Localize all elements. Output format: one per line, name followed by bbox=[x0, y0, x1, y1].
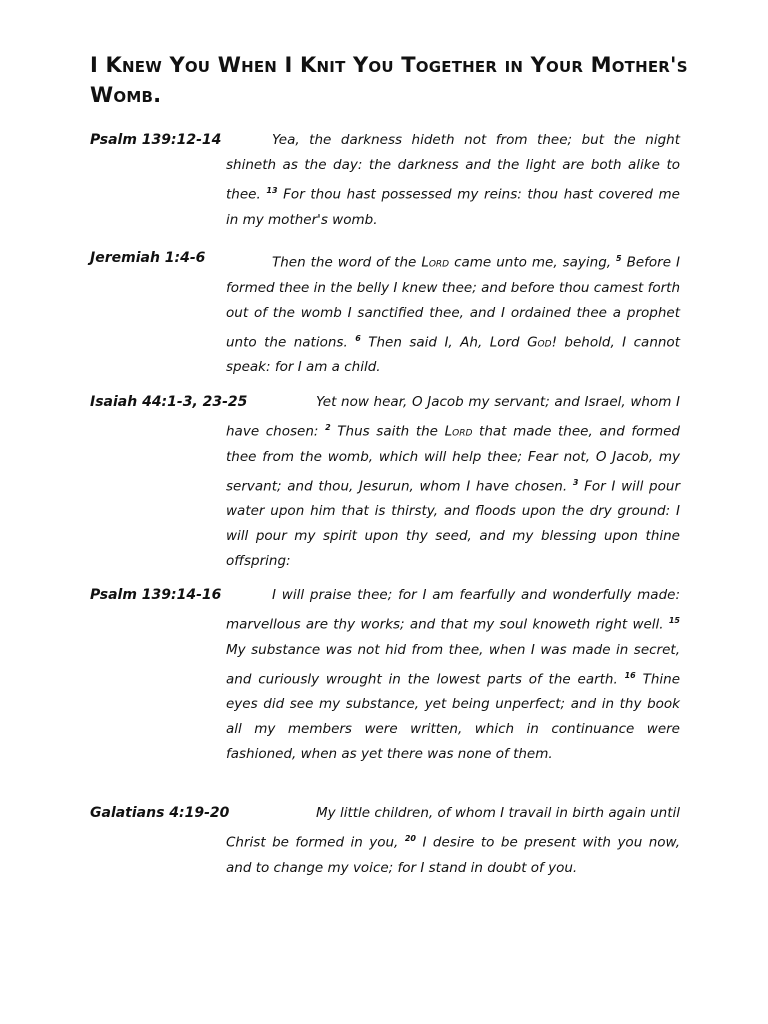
verse-text: came unto me, saying, bbox=[449, 254, 617, 271]
passage-text bbox=[226, 246, 680, 380]
divine-name: God bbox=[527, 334, 552, 350]
verse-text: My little children, of whom I travail in birth again until Christ be formed in you, bbox=[226, 805, 680, 851]
verse-number: 6 bbox=[355, 333, 361, 343]
verse-number: 20 bbox=[404, 834, 416, 843]
verse-text: Yet now hear, O Jacob my servant; and Israel, whom I have chosen: bbox=[226, 394, 680, 440]
passage-reference: Psalm 139:14-16 bbox=[90, 587, 222, 603]
divine-name: Lord bbox=[444, 423, 473, 440]
verse-text: I desire to be present with you now, and to change my voice; for I stand in doubt of you. bbox=[226, 834, 681, 876]
verse-text: Then said I, Ah, Lord bbox=[368, 334, 528, 350]
verse-number: 2 bbox=[325, 423, 331, 432]
verse-text: Thus saith the bbox=[337, 423, 445, 440]
verse-text: ! behold, I cannot speak: for I am a child. bbox=[226, 334, 680, 375]
verse-text: My substance was not hid from thee, when I was made in secret, and curiously wrought in the lowest parts of the earth. bbox=[226, 641, 680, 687]
passage-psalm-139-14 bbox=[90, 583, 690, 783]
verse-text: that made thee, and formed thee from the womb, which will help thee; Fear not, O Jacob, my servant; and thou, Jesurun, whom I have chosen. bbox=[226, 423, 681, 494]
passage-psalm-139-12 bbox=[90, 128, 690, 228]
passage-text bbox=[226, 583, 680, 767]
divine-name: Lord bbox=[421, 254, 450, 271]
verse-text: Before I formed thee in the belly I knew thee; and before thou camest forth out of the womb I sanctified thee, and I ordained thee a prophet unto the nations. bbox=[226, 254, 680, 350]
passage-text bbox=[226, 801, 680, 881]
passage-reference: Jeremiah 1:4-6 bbox=[90, 250, 206, 266]
verse-text: Yea, the darkness hideth not from thee; but the night shineth as the day: the darkness and the light are both alike to thee. bbox=[226, 132, 680, 203]
verse-text: I will praise thee; for I am fearfully and wonderfully made: marvellous are thy works; and that my soul knoweth right well. bbox=[226, 587, 680, 633]
passage-text bbox=[226, 390, 680, 574]
passage-reference: Isaiah 44:1-3, 23-25 bbox=[90, 394, 248, 410]
page-title: I Knew You When I Knit You Together in Your Mother's Womb. bbox=[90, 53, 688, 107]
passage-isaiah-44 bbox=[90, 390, 690, 569]
verse-text: For I will pour water upon him that is thirsty, and floods upon the dry ground: I will pour my spirit upon thy seed, and my blessing upon thine offspring: bbox=[226, 478, 680, 569]
passage-jeremiah-1 bbox=[90, 246, 690, 375]
verse-number: 5 bbox=[616, 254, 622, 263]
passage-text bbox=[226, 128, 680, 233]
verse-number: 13 bbox=[266, 186, 278, 195]
verse-text: Then the word of the bbox=[272, 254, 422, 271]
verse-number: 16 bbox=[624, 670, 636, 680]
verse-text: For thou hast possessed my reins: thou hast covered me in my mother's womb. bbox=[226, 186, 680, 228]
verse-text: Thine eyes did see my substance, yet being unperfect; and in thy book all my members were written, which in continuance were fashioned, when as yet there was none of them. bbox=[226, 671, 680, 762]
passage-reference: Psalm 139:12-14 bbox=[90, 132, 222, 148]
passage-reference: Galatians 4:19-20 bbox=[90, 805, 230, 821]
verse-number: 15 bbox=[668, 616, 680, 625]
verse-number: 3 bbox=[572, 477, 579, 487]
passage-galatians-4 bbox=[90, 801, 690, 901]
